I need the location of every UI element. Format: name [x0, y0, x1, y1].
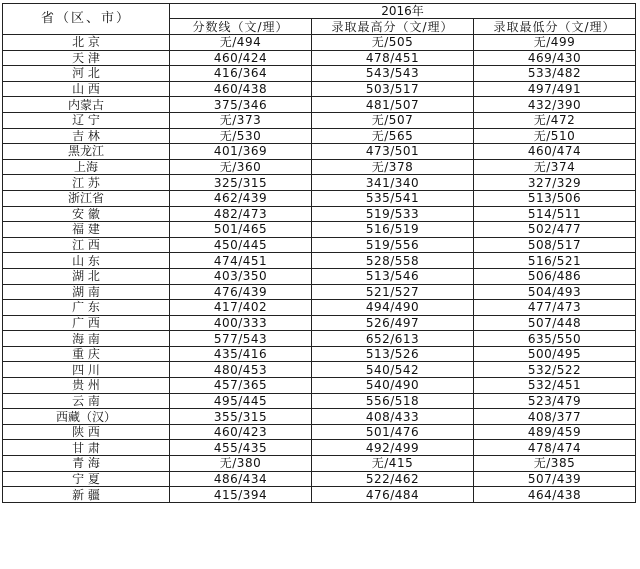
table-row [3, 424, 636, 440]
table-row [3, 66, 636, 82]
max-score-cell: 519/533 [312, 206, 474, 222]
table-row [3, 346, 636, 362]
cutoff-cell: 480/453 [170, 362, 312, 378]
province-cell: 江 苏 [3, 175, 170, 191]
province-cell: 安 徽 [3, 206, 170, 222]
max-score-cell: 494/490 [312, 300, 474, 316]
province-cell: 浙江省 [3, 190, 170, 206]
table-row [3, 440, 636, 456]
table-row [3, 112, 636, 128]
table-row [3, 331, 636, 347]
min-score-cell: 无/385 [474, 456, 636, 472]
min-score-cell: 508/517 [474, 237, 636, 253]
max-score-cell: 无/507 [312, 112, 474, 128]
cutoff-cell: 474/451 [170, 253, 312, 269]
min-score-cell: 497/491 [474, 81, 636, 97]
min-score-cell: 464/438 [474, 487, 636, 503]
cutoff-cell: 462/439 [170, 190, 312, 206]
table-row [3, 175, 636, 191]
table-row [3, 222, 636, 238]
year-header-row [3, 4, 636, 19]
min-score-cell: 500/495 [474, 346, 636, 362]
province-cell: 山 西 [3, 81, 170, 97]
table-row [3, 50, 636, 66]
min-score-cell: 516/521 [474, 253, 636, 269]
table-row [3, 300, 636, 316]
province-cell: 广 西 [3, 315, 170, 331]
cutoff-cell: 486/434 [170, 471, 312, 487]
min-score-cell: 460/474 [474, 144, 636, 160]
province-cell: 江 西 [3, 237, 170, 253]
table-row [3, 97, 636, 113]
min-score-cell: 507/439 [474, 471, 636, 487]
min-score-cell: 489/459 [474, 424, 636, 440]
cutoff-cell: 416/364 [170, 66, 312, 82]
max-score-column-header: 录取最高分（文/理） [312, 19, 474, 35]
province-cell: 云 南 [3, 393, 170, 409]
province-cell: 新 疆 [3, 487, 170, 503]
province-cell: 河 北 [3, 66, 170, 82]
max-score-cell: 519/556 [312, 237, 474, 253]
min-score-column-header: 录取最低分（文/理） [474, 19, 636, 35]
table-row [3, 159, 636, 175]
min-score-cell: 432/390 [474, 97, 636, 113]
min-score-cell: 507/448 [474, 315, 636, 331]
max-score-cell: 无/415 [312, 456, 474, 472]
cutoff-cell: 325/315 [170, 175, 312, 191]
min-score-cell: 532/522 [474, 362, 636, 378]
table-row [3, 35, 636, 51]
province-cell: 甘 肃 [3, 440, 170, 456]
min-score-cell: 533/482 [474, 66, 636, 82]
province-cell: 黑龙江 [3, 144, 170, 160]
cutoff-cell: 460/424 [170, 50, 312, 66]
table-row [3, 487, 636, 503]
max-score-cell: 556/518 [312, 393, 474, 409]
min-score-cell: 514/511 [474, 206, 636, 222]
min-score-cell: 523/479 [474, 393, 636, 409]
max-score-cell: 476/484 [312, 487, 474, 503]
table-row [3, 362, 636, 378]
cutoff-cell: 375/346 [170, 97, 312, 113]
table-row [3, 190, 636, 206]
cutoff-cell: 无/360 [170, 159, 312, 175]
max-score-cell: 341/340 [312, 175, 474, 191]
province-cell: 广 东 [3, 300, 170, 316]
cutoff-cell: 460/438 [170, 81, 312, 97]
cutoff-cell: 417/402 [170, 300, 312, 316]
table-row [3, 128, 636, 144]
table-row [3, 268, 636, 284]
province-cell: 福 建 [3, 222, 170, 238]
max-score-cell: 526/497 [312, 315, 474, 331]
cutoff-cell: 476/439 [170, 284, 312, 300]
province-cell: 北 京 [3, 35, 170, 51]
province-cell: 湖 北 [3, 268, 170, 284]
max-score-cell: 492/499 [312, 440, 474, 456]
cutoff-cell: 无/373 [170, 112, 312, 128]
max-score-cell: 516/519 [312, 222, 474, 238]
max-score-cell: 503/517 [312, 81, 474, 97]
province-cell: 青 海 [3, 456, 170, 472]
cutoff-cell: 460/423 [170, 424, 312, 440]
province-column-header: 省（区、市） [3, 4, 170, 35]
min-score-cell: 无/499 [474, 35, 636, 51]
min-score-cell: 无/510 [474, 128, 636, 144]
max-score-cell: 501/476 [312, 424, 474, 440]
cutoff-cell: 501/465 [170, 222, 312, 238]
table-row [3, 393, 636, 409]
province-cell: 重 庆 [3, 346, 170, 362]
table-row [3, 253, 636, 269]
province-cell: 贵 州 [3, 378, 170, 394]
max-score-cell: 513/526 [312, 346, 474, 362]
min-score-cell: 477/473 [474, 300, 636, 316]
table-body [3, 35, 636, 503]
cutoff-cell: 577/543 [170, 331, 312, 347]
cutoff-cell: 400/333 [170, 315, 312, 331]
max-score-cell: 652/613 [312, 331, 474, 347]
max-score-cell: 无/378 [312, 159, 474, 175]
max-score-cell: 540/490 [312, 378, 474, 394]
table-row [3, 144, 636, 160]
province-cell: 陕 西 [3, 424, 170, 440]
cutoff-cell: 无/380 [170, 456, 312, 472]
province-cell: 湖 南 [3, 284, 170, 300]
cutoff-cell: 455/435 [170, 440, 312, 456]
max-score-cell: 478/451 [312, 50, 474, 66]
table-row [3, 284, 636, 300]
min-score-cell: 502/477 [474, 222, 636, 238]
table-row [3, 409, 636, 425]
table-row [3, 456, 636, 472]
province-cell: 西藏（汉） [3, 409, 170, 425]
cutoff-cell: 450/445 [170, 237, 312, 253]
province-cell: 山 东 [3, 253, 170, 269]
max-score-cell: 522/462 [312, 471, 474, 487]
max-score-cell: 521/527 [312, 284, 474, 300]
min-score-cell: 408/377 [474, 409, 636, 425]
table-row [3, 206, 636, 222]
cutoff-cell: 无/530 [170, 128, 312, 144]
province-cell: 内蒙古 [3, 97, 170, 113]
min-score-cell: 无/374 [474, 159, 636, 175]
table-row [3, 471, 636, 487]
max-score-cell: 408/433 [312, 409, 474, 425]
max-score-cell: 481/507 [312, 97, 474, 113]
max-score-cell: 无/505 [312, 35, 474, 51]
province-cell: 辽 宁 [3, 112, 170, 128]
cutoff-cell: 415/394 [170, 487, 312, 503]
province-cell: 天 津 [3, 50, 170, 66]
max-score-cell: 513/546 [312, 268, 474, 284]
province-cell: 上海 [3, 159, 170, 175]
table-row [3, 237, 636, 253]
max-score-cell: 473/501 [312, 144, 474, 160]
min-score-cell: 无/472 [474, 112, 636, 128]
admission-score-table [2, 3, 636, 503]
cutoff-cell: 355/315 [170, 409, 312, 425]
max-score-cell: 528/558 [312, 253, 474, 269]
cutoff-cell: 无/494 [170, 35, 312, 51]
min-score-cell: 513/506 [474, 190, 636, 206]
cutoff-cell: 495/445 [170, 393, 312, 409]
cutoff-cell: 457/365 [170, 378, 312, 394]
min-score-cell: 506/486 [474, 268, 636, 284]
province-cell: 宁 夏 [3, 471, 170, 487]
max-score-cell: 无/565 [312, 128, 474, 144]
min-score-cell: 327/329 [474, 175, 636, 191]
cutoff-cell: 401/369 [170, 144, 312, 160]
cutoff-cell: 482/473 [170, 206, 312, 222]
table-row [3, 378, 636, 394]
max-score-cell: 535/541 [312, 190, 474, 206]
min-score-cell: 635/550 [474, 331, 636, 347]
cutoff-cell: 435/416 [170, 346, 312, 362]
province-cell: 海 南 [3, 331, 170, 347]
min-score-cell: 478/474 [474, 440, 636, 456]
province-cell: 四 川 [3, 362, 170, 378]
cutoff-column-header: 分数线（文/理） [170, 19, 312, 35]
table-row [3, 315, 636, 331]
year-header: 2016年 [170, 4, 636, 19]
min-score-cell: 532/451 [474, 378, 636, 394]
cutoff-cell: 403/350 [170, 268, 312, 284]
min-score-cell: 504/493 [474, 284, 636, 300]
min-score-cell: 469/430 [474, 50, 636, 66]
province-cell: 吉 林 [3, 128, 170, 144]
table-row [3, 81, 636, 97]
max-score-cell: 543/543 [312, 66, 474, 82]
max-score-cell: 540/542 [312, 362, 474, 378]
